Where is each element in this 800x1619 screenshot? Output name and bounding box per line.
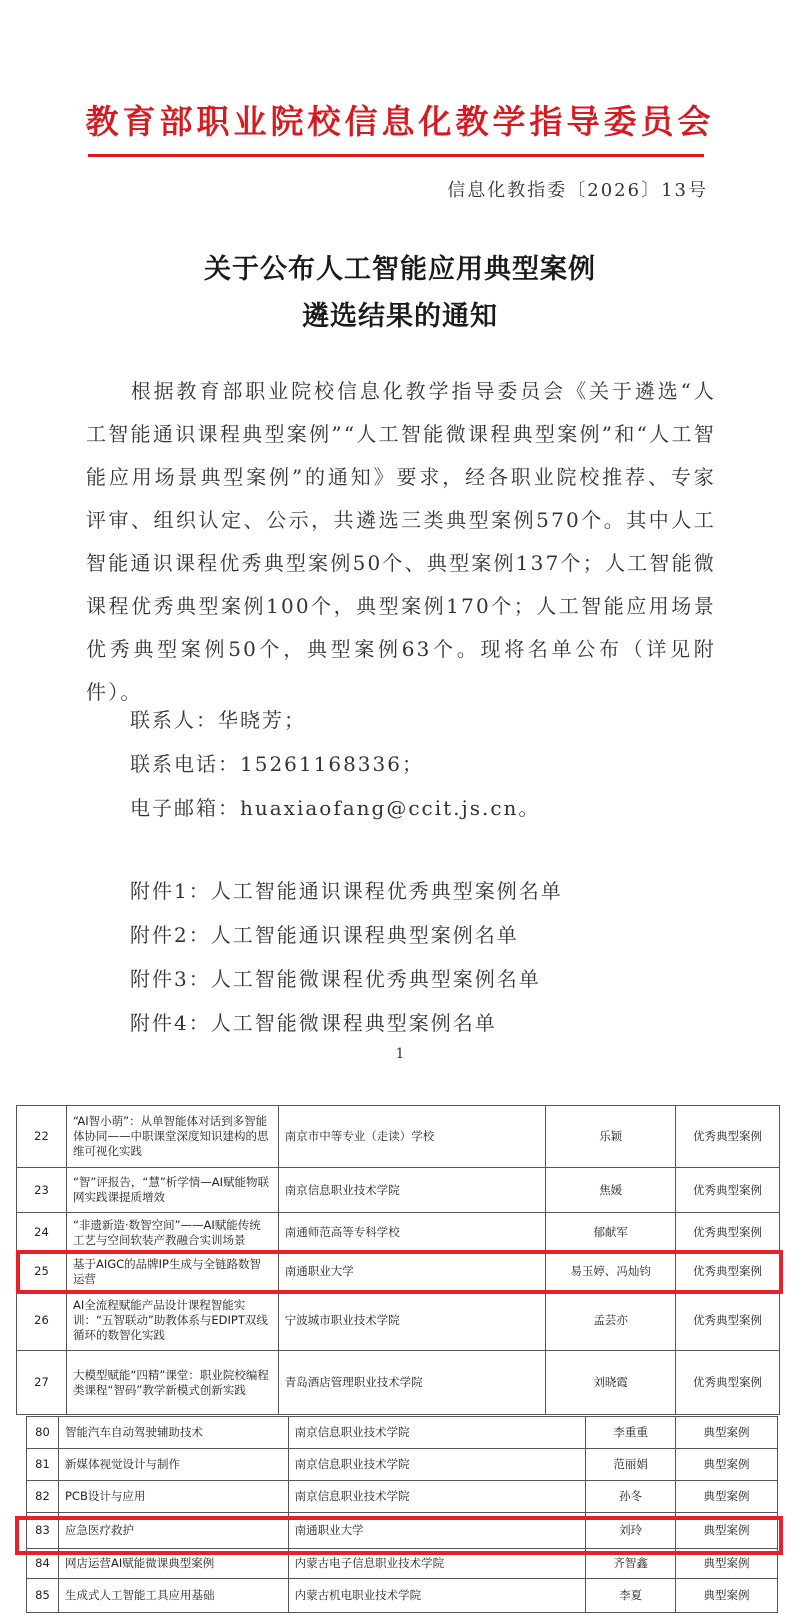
- table-row: [27, 1481, 778, 1513]
- case-school: 内蒙古电子信息职业技术学院: [288, 1549, 586, 1579]
- typical-cases-table: [26, 1416, 778, 1613]
- notice-title-line-2: 遴选结果的通知: [302, 301, 498, 332]
- table-row: [17, 1168, 780, 1213]
- table-row: [17, 1213, 780, 1253]
- case-school: 南通职业大学: [278, 1253, 546, 1291]
- attachment-4: 附件4：人工智能微课程典型案例名单: [130, 1011, 497, 1035]
- case-school: 内蒙古机电职业技术学院: [288, 1579, 586, 1613]
- case-name: “智”评报告，“慧”析学情—AI赋能物联网实践课提质增效: [66, 1168, 278, 1213]
- case-person: 易玉婷、冯灿钧: [546, 1253, 676, 1291]
- attachment-1: 附件1：人工智能通识课程优秀典型案例名单: [130, 879, 563, 903]
- contact-person: 联系人：华晓芳；: [130, 708, 306, 732]
- excellent-cases-table: [16, 1105, 780, 1415]
- case-number: 22: [17, 1106, 67, 1168]
- red-divider-line: [88, 154, 704, 157]
- page-number: 1: [395, 1046, 405, 1062]
- case-number: 81: [27, 1449, 59, 1481]
- case-number: 85: [27, 1579, 59, 1613]
- document-number: 信息化教指委〔2026〕13号: [447, 180, 708, 201]
- table-row: [17, 1291, 780, 1351]
- case-person: 刘晓霞: [546, 1351, 676, 1415]
- case-school: 南通职业大学: [288, 1513, 586, 1549]
- case-school: 南京信息职业技术学院: [288, 1417, 586, 1449]
- table-row: [27, 1449, 778, 1481]
- table-row: [27, 1549, 778, 1579]
- notice-title-line-1: 关于公布人工智能应用典型案例: [204, 254, 596, 285]
- attachment-3: 附件3：人工智能微课程优秀典型案例名单: [130, 967, 541, 991]
- table-row: [17, 1106, 780, 1168]
- case-number: 25: [17, 1253, 67, 1291]
- case-name: PCB设计与应用: [58, 1481, 288, 1513]
- case-person: 刘玲: [586, 1513, 676, 1549]
- case-number: 82: [27, 1481, 59, 1513]
- table-row: [17, 1351, 780, 1415]
- case-name: 生成式人工智能工具应用基础: [58, 1579, 288, 1613]
- case-person: 焦媛: [546, 1168, 676, 1213]
- case-person: 齐智鑫: [586, 1549, 676, 1579]
- case-level: 典型案例: [676, 1481, 778, 1513]
- case-person: 孟芸亦: [546, 1291, 676, 1351]
- case-school: 南京市中等专业（走读）学校: [278, 1106, 546, 1168]
- case-number: 83: [27, 1513, 59, 1549]
- case-number: 26: [17, 1291, 67, 1351]
- case-level: 优秀典型案例: [676, 1291, 780, 1351]
- table-row: [17, 1253, 780, 1291]
- case-name: 智能汽车自动驾驶辅助技术: [58, 1417, 288, 1449]
- case-level: 典型案例: [676, 1417, 778, 1449]
- case-person: 孙冬: [586, 1481, 676, 1513]
- case-level: 优秀典型案例: [676, 1106, 780, 1168]
- case-number: 84: [27, 1549, 59, 1579]
- case-level: 优秀典型案例: [676, 1213, 780, 1253]
- case-name: 大模型赋能“四精”课堂：职业院校编程类课程“智码”教学新模式创新实践: [66, 1351, 278, 1415]
- table-row: [27, 1417, 778, 1449]
- case-person: 郁献军: [546, 1213, 676, 1253]
- case-name: 新媒体视觉设计与制作: [58, 1449, 288, 1481]
- case-name: 基于AIGC的品牌IP生成与全链路数智运营: [66, 1253, 278, 1291]
- case-number: 23: [17, 1168, 67, 1213]
- case-school: 南通师范高等专科学校: [278, 1213, 546, 1253]
- case-person: 范丽娟: [586, 1449, 676, 1481]
- case-level: 典型案例: [676, 1579, 778, 1613]
- case-level: 优秀典型案例: [676, 1168, 780, 1213]
- case-name: “非遗新造·数智空间”——AI赋能传统工艺与空间软装产教融合实训场景: [66, 1213, 278, 1253]
- case-person: 李重重: [586, 1417, 676, 1449]
- case-school: 南京信息职业技术学院: [278, 1168, 546, 1213]
- body-paragraph-text: 根据教育部职业院校信息化教学指导委员会《关于遴选“人工智能通识课程典型案例”“人工智能微课程典型案例”和“人工智能应用场景典型案例”的通知》要求，经各职业院校推荐、专家评审、组织认定、公示，共遴选三类典型案例570个。其中人工智能通识课程优秀典型案例50个、典型案例137个；人工智能微课程优秀典型案例100个，典型案例170个；人工智能应用场景优秀典型案例50个，典型案例63个。现将名单公布（详见附件）。: [86, 379, 716, 704]
- case-name: AI全流程赋能产品设计课程智能实训：“五智联动”助教体系与EDIPT双线循环的数智化实践: [66, 1291, 278, 1351]
- contact-phone: 联系电话：15261168336；: [130, 752, 424, 776]
- case-level: 优秀典型案例: [676, 1253, 780, 1291]
- case-level: 优秀典型案例: [676, 1351, 780, 1415]
- case-school: 宁波城市职业技术学院: [278, 1291, 546, 1351]
- case-school: 南京信息职业技术学院: [288, 1481, 586, 1513]
- case-name: “AI智小萌”：从单智能体对话到多智能体协同——中职课堂深度知识建构的思维可视化实践: [66, 1106, 278, 1168]
- case-level: 典型案例: [676, 1549, 778, 1579]
- case-school: 青岛酒店管理职业技术学院: [278, 1351, 546, 1415]
- case-person: 李夏: [586, 1579, 676, 1613]
- notice-body-paragraph: [86, 370, 716, 714]
- table-row: [27, 1579, 778, 1613]
- case-level: 典型案例: [676, 1449, 778, 1481]
- case-name: 应急医疗救护: [58, 1513, 288, 1549]
- case-number: 24: [17, 1213, 67, 1253]
- table-row: [27, 1513, 778, 1549]
- attachment-2: 附件2：人工智能通识课程典型案例名单: [130, 923, 519, 947]
- case-person: 乐颖: [546, 1106, 676, 1168]
- case-level: 典型案例: [676, 1513, 778, 1549]
- contact-email: 电子邮箱：huaxiaofang@ccit.js.cn。: [130, 796, 541, 820]
- case-school: 南京信息职业技术学院: [288, 1449, 586, 1481]
- case-name: 网店运营AI赋能微课典型案例: [58, 1549, 288, 1579]
- letterhead-title: 教育部职业院校信息化教学指导委员会: [85, 102, 715, 141]
- case-number: 80: [27, 1417, 59, 1449]
- case-number: 27: [17, 1351, 67, 1415]
